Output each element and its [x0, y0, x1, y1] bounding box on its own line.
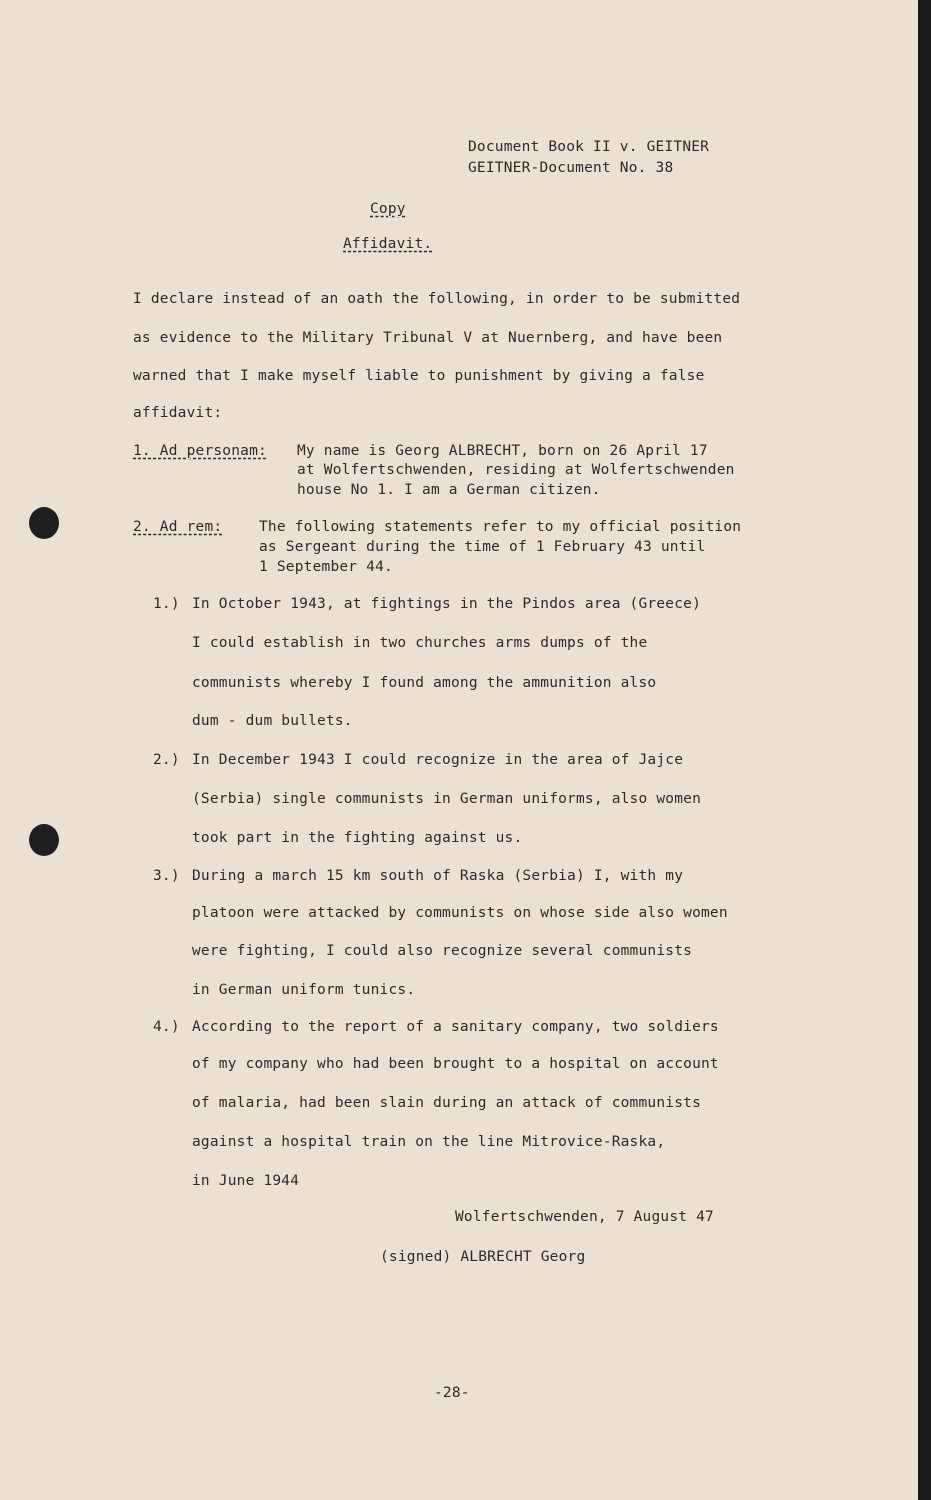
copy-label: Copy: [370, 201, 406, 217]
page-number: -28-: [434, 1385, 470, 1401]
item-line: According to the report of a sanitary company, two soldiers: [192, 1019, 719, 1035]
item-line: in German uniform tunics.: [192, 982, 416, 998]
place-date: Wolfertschwenden, 7 August 47: [455, 1209, 714, 1225]
item-number: 3.): [153, 868, 180, 884]
section-2-line: 1 September 44.: [259, 559, 393, 575]
section-2-line: as Sergeant during the time of 1 February 43 until: [259, 539, 706, 555]
intro-line: as evidence to the Military Tribunal V at Nuernberg, and have been: [133, 330, 723, 346]
item-line: In October 1943, at fightings in the Pindos area (Greece): [192, 596, 701, 612]
item-line: were fighting, I could also recognize several communists: [192, 943, 693, 959]
item-line: platoon were attacked by communists on whose side also women: [192, 905, 728, 921]
intro-line: warned that I make myself liable to punishment by giving a false: [133, 368, 705, 384]
intro-line: affidavit:: [133, 405, 223, 421]
item-line: communists whereby I found among the ammunition also: [192, 675, 657, 691]
section-1-line: at Wolfertschwenden, residing at Wolfertschwenden: [297, 462, 735, 478]
item-number: 1.): [153, 596, 180, 612]
punch-hole: [29, 507, 59, 539]
document-title: Affidavit.: [343, 236, 433, 252]
intro-line: I declare instead of an oath the following, in order to be submitted: [133, 291, 741, 307]
section-2-label: 2. Ad rem:: [133, 519, 223, 535]
item-line: against a hospital train on the line Mitrovice-Raska,: [192, 1134, 666, 1150]
item-number: 2.): [153, 752, 180, 768]
header-line-2: GEITNER-Document No. 38: [468, 160, 674, 176]
item-number: 4.): [153, 1019, 180, 1035]
item-line: (Serbia) single communists in German uniforms, also women: [192, 791, 701, 807]
section-1-label: 1. Ad personam:: [133, 443, 267, 459]
item-line: During a march 15 km south of Raska (Serbia) I, with my: [192, 868, 684, 884]
punch-hole: [29, 824, 59, 856]
item-line: I could establish in two churches arms dumps of the: [192, 635, 648, 651]
item-line: In December 1943 I could recognize in the area of Jajce: [192, 752, 684, 768]
signature: (signed) ALBRECHT Georg: [380, 1249, 586, 1265]
item-line: of malaria, had been slain during an attack of communists: [192, 1095, 701, 1111]
section-1-line: house No 1. I am a German citizen.: [297, 482, 601, 498]
section-2-line: The following statements refer to my official position: [259, 519, 742, 535]
item-line: of my company who had been brought to a hospital on account: [192, 1056, 719, 1072]
section-1-line: My name is Georg ALBRECHT, born on 26 April 17: [297, 443, 708, 459]
item-line: in June 1944: [192, 1173, 300, 1189]
header-line-1: Document Book II v. GEITNER: [468, 139, 710, 155]
item-line: took part in the fighting against us.: [192, 830, 523, 846]
item-line: dum - dum bullets.: [192, 713, 353, 729]
page-edge: [918, 0, 931, 1500]
